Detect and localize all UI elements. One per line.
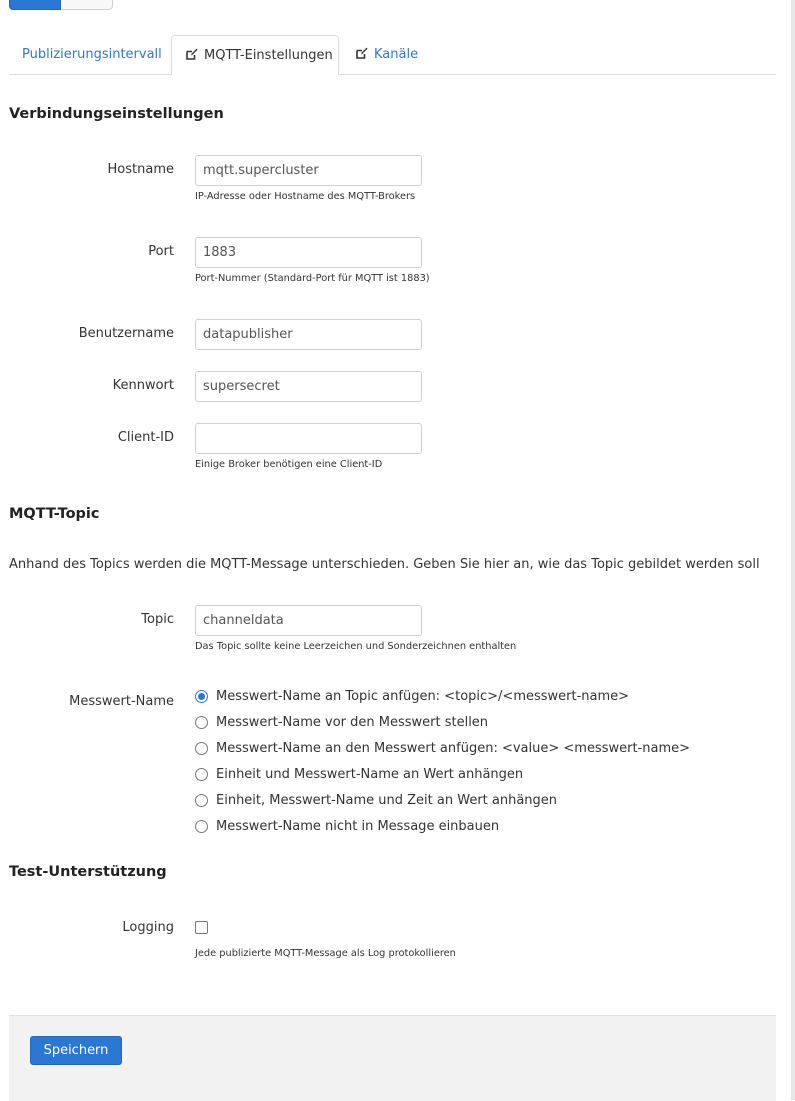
save-button[interactable]: Speichern (30, 1036, 122, 1065)
port-label: Port (148, 244, 174, 259)
radio-label: Einheit, Messwert-Name und Zeit an Wert anhängen (216, 792, 558, 808)
tab-mqtt-einstellungen[interactable] (171, 35, 339, 75)
radio-label: Messwert-Name vor den Messwert stellen (216, 714, 489, 730)
topic-help: Das Topic sollte keine Leerzeichen und Sonderzeichnen enthalten (195, 641, 517, 652)
measure-option-5[interactable] (195, 790, 557, 810)
edit-icon (185, 47, 199, 61)
topic-description: Anhand des Topics werden die MQTT-Message unterschieden. Geben Sie hier an, wie das Topic gebildet werden soll (9, 557, 760, 572)
radio-button[interactable] (195, 820, 208, 833)
radio-button[interactable] (195, 716, 208, 729)
hostname-help: IP-Adresse oder Hostname des MQTT-Brokers (195, 191, 416, 202)
tab-kanaele[interactable] (355, 35, 418, 74)
section-title-connection: Verbindungseinstellungen (9, 106, 224, 122)
hostname-label: Hostname (107, 162, 174, 177)
logging-checkbox[interactable] (195, 921, 208, 934)
tab-label: Publizierungsintervall (22, 47, 162, 62)
scrollbar[interactable] (791, 0, 795, 1100)
password-label: Kennwort (112, 378, 174, 393)
radio-button[interactable] (195, 690, 208, 703)
toggle-off-segment[interactable] (61, 0, 113, 10)
tab-publizierungsintervall[interactable] (22, 35, 162, 74)
tab-label: Kanäle (374, 47, 419, 62)
topic-label: Topic (141, 612, 174, 627)
edit-icon (355, 46, 369, 60)
section-title-topic: MQTT-Topic (9, 506, 100, 522)
radio-label: Messwert-Name nicht in Message einbauen (216, 818, 500, 834)
hostname-input[interactable] (195, 155, 422, 186)
username-input[interactable] (195, 319, 422, 350)
client-id-help: Einige Broker benötigen eine Client-ID (195, 459, 383, 470)
username-label: Benutzername (78, 326, 174, 341)
measure-option-4[interactable] (195, 764, 523, 784)
tab-bar (9, 35, 776, 75)
radio-label: Messwert-Name an den Messwert anfügen: <value> <messwert-name> (216, 740, 691, 756)
radio-label: Einheit und Messwert-Name an Wert anhängen (216, 766, 524, 782)
measure-option-2[interactable] (195, 712, 488, 732)
port-help: Port-Nummer (Standard-Port für MQTT ist 1883) (195, 273, 430, 284)
radio-button[interactable] (195, 742, 208, 755)
radio-button[interactable] (195, 768, 208, 781)
measure-option-1[interactable] (195, 686, 629, 706)
measure-option-3[interactable] (195, 738, 690, 758)
logging-help: Jede publizierte MQTT-Message als Log protokollieren (195, 948, 456, 959)
tab-label: MQTT-Einstellungen (204, 48, 333, 63)
client-id-label: Client-ID (117, 430, 174, 445)
logging-label: Logging (122, 920, 174, 935)
client-id-input[interactable] (195, 423, 422, 454)
topic-input[interactable] (195, 605, 422, 636)
measure-name-label: Messwert-Name (69, 694, 174, 709)
password-input[interactable] (195, 371, 422, 402)
measure-option-6[interactable] (195, 816, 499, 836)
port-input[interactable] (195, 237, 422, 268)
view-toggle[interactable] (9, 0, 113, 10)
section-title-test: Test-Unterstützung (9, 864, 167, 880)
toggle-on-segment[interactable] (9, 0, 61, 10)
radio-button[interactable] (195, 794, 208, 807)
form-footer (9, 1015, 776, 1101)
radio-label: Messwert-Name an Topic anfügen: <topic>/<messwert-name> (216, 688, 630, 704)
